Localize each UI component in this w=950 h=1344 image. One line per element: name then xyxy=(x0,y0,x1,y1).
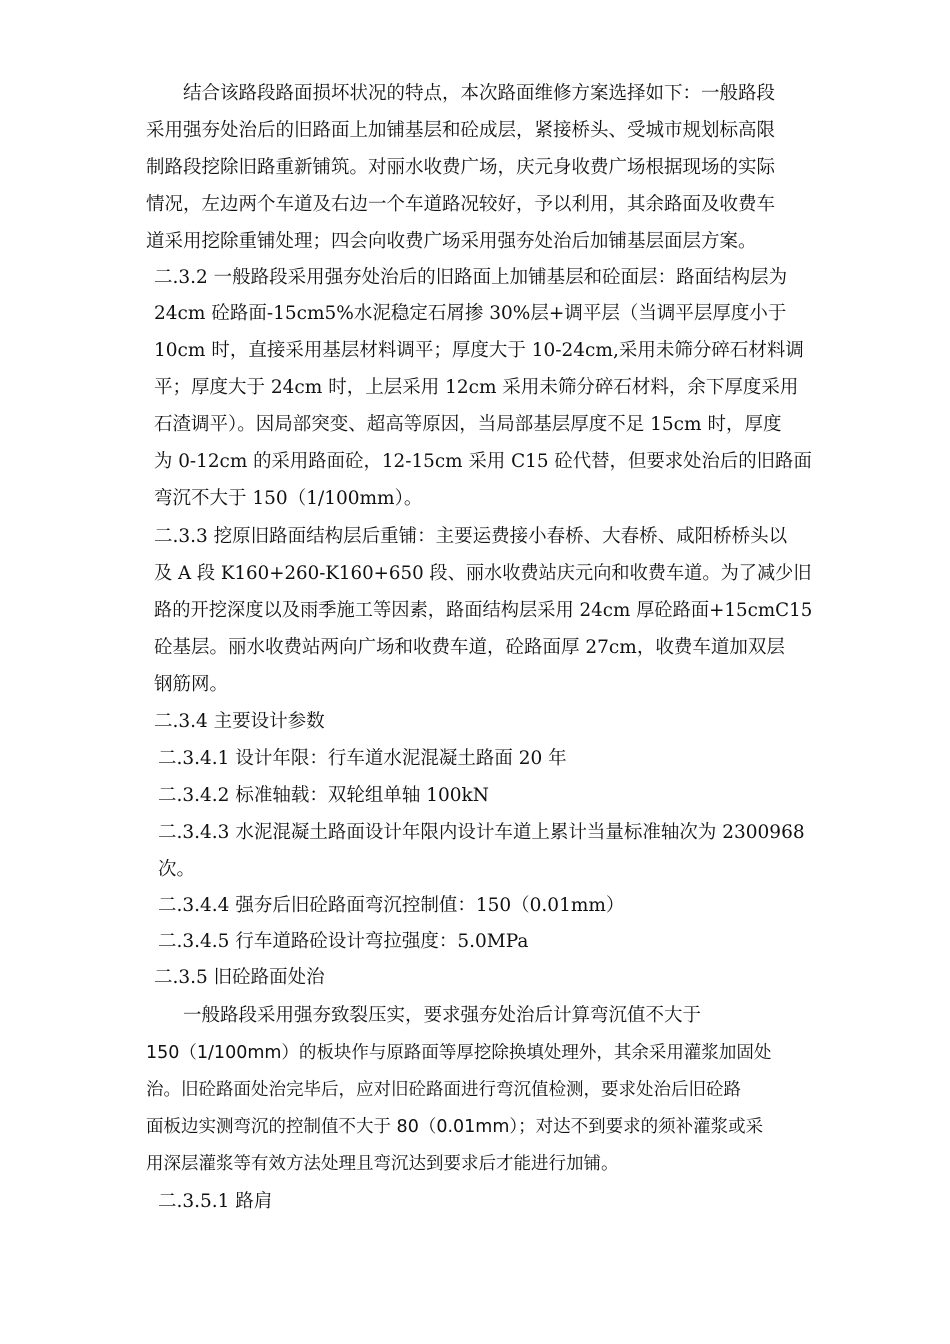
paragraph-line: 石渣调平）。因局部突变、超高等原因，当局部基层厚度不足 15cm 时，厚度 xyxy=(154,414,782,435)
paragraph-line: 治。旧砼路面处治完毕后，应对旧砼路面进行弯沉值检测，要求处治后旧砼路 xyxy=(146,1080,741,1100)
paragraph-line: 钢筋网。 xyxy=(154,674,229,695)
paragraph-line: 用深层灌浆等有效方法处理且弯沉达到要求后才能进行加铺。 xyxy=(146,1154,619,1174)
paragraph-line: 结合该路段路面损坏状况的特点，本次路面维修方案选择如下：一般路段 xyxy=(183,83,776,104)
paragraph-line: 24cm 砼路面-15cm5%水泥稳定石屑掺 30%层+调平层（当调平层厚度小于 xyxy=(154,303,787,324)
paragraph-line: 面板边实测弯沉的控制值不大于 80（0.01mm）；对达不到要求的须补灌浆或采 xyxy=(146,1117,764,1137)
paragraph-line: 情况，左边两个车道及右边一个车道路况较好，予以利用，其余路面及收费车 xyxy=(146,194,776,215)
paragraph-line: 一般路段采用强夯致裂压实，要求强夯处治后计算弯沉值不大于 xyxy=(183,1005,702,1026)
parameter-item: 二.3.4.2 标准轴载：双轮组单轴 100kN xyxy=(158,785,489,806)
section-heading-2-3-2: 二.3.2 一般路段采用强夯处治后的旧路面上加铺基层和砼面层：路面结构层为 xyxy=(154,267,788,288)
parameter-item: 二.3.4.4 强夯后旧砼路面弯沉控制值：150（0.01mm） xyxy=(158,895,625,916)
paragraph-line: 路的开挖深度以及雨季施工等因素，路面结构层采用 24cm 厚砼路面+15cmC15 xyxy=(154,600,813,621)
parameter-item: 二.3.4.1 设计年限：行车道水泥混凝土路面 20 年 xyxy=(158,748,567,769)
paragraph-line: 及 A 段 K160+260-K160+650 段、丽水收费站庆元向和收费车道。为了减少旧 xyxy=(154,563,812,584)
parameter-item: 二.3.4.3 水泥混凝土路面设计年限内设计车道上累计当量标准轴次为 2300968 xyxy=(158,822,805,843)
parameter-item: 二.3.4.5 行车道路砼设计弯拉强度：5.0MPa xyxy=(158,931,529,952)
section-heading-2-3-4: 二.3.4 主要设计参数 xyxy=(154,711,325,732)
section-heading-2-3-5: 二.3.5 旧砼路面处治 xyxy=(154,967,325,988)
paragraph-line: 150（1/100mm）的板块作与原路面等厚挖除换填处理外，其余采用灌浆加固处 xyxy=(146,1043,772,1063)
paragraph-line: 10cm 时，直接采用基层材料调平；厚度大于 10-24cm,采用未筛分碎石材料调 xyxy=(154,340,804,361)
section-heading-2-3-5-1: 二.3.5.1 路肩 xyxy=(158,1191,273,1212)
paragraph-line: 砼基层。丽水收费站两向广场和收费车道，砼路面厚 27cm，收费车道加双层 xyxy=(154,637,785,658)
paragraph-line: 采用强夯处治后的旧路面上加铺基层和砼成层，紧接桥头、受城市规划标高限 xyxy=(146,120,776,141)
paragraph-line: 弯沉不大于 150（1/100mm）。 xyxy=(154,488,423,509)
paragraph-line: 制路段挖除旧路重新铺筑。对丽水收费广场，庆元身收费广场根据现场的实际 xyxy=(146,157,776,178)
paragraph-line: 为 0-12cm 的采用路面砼，12-15cm 采用 C15 砼代替，但要求处治后的旧路面 xyxy=(154,451,812,472)
paragraph-line: 平；厚度大于 24cm 时，上层采用 12cm 采用未筛分碎石材料，余下厚度采用 xyxy=(154,377,799,398)
paragraph-line: 道采用挖除重铺处理；四会向收费广场采用强夯处治后加铺基层面层方案。 xyxy=(146,231,757,252)
section-heading-2-3-3: 二.3.3 挖原旧路面结构层后重铺：主要运费接小春桥、大春桥、咸阳桥桥头以 xyxy=(154,526,788,547)
parameter-item-continuation: 次。 xyxy=(158,859,196,880)
